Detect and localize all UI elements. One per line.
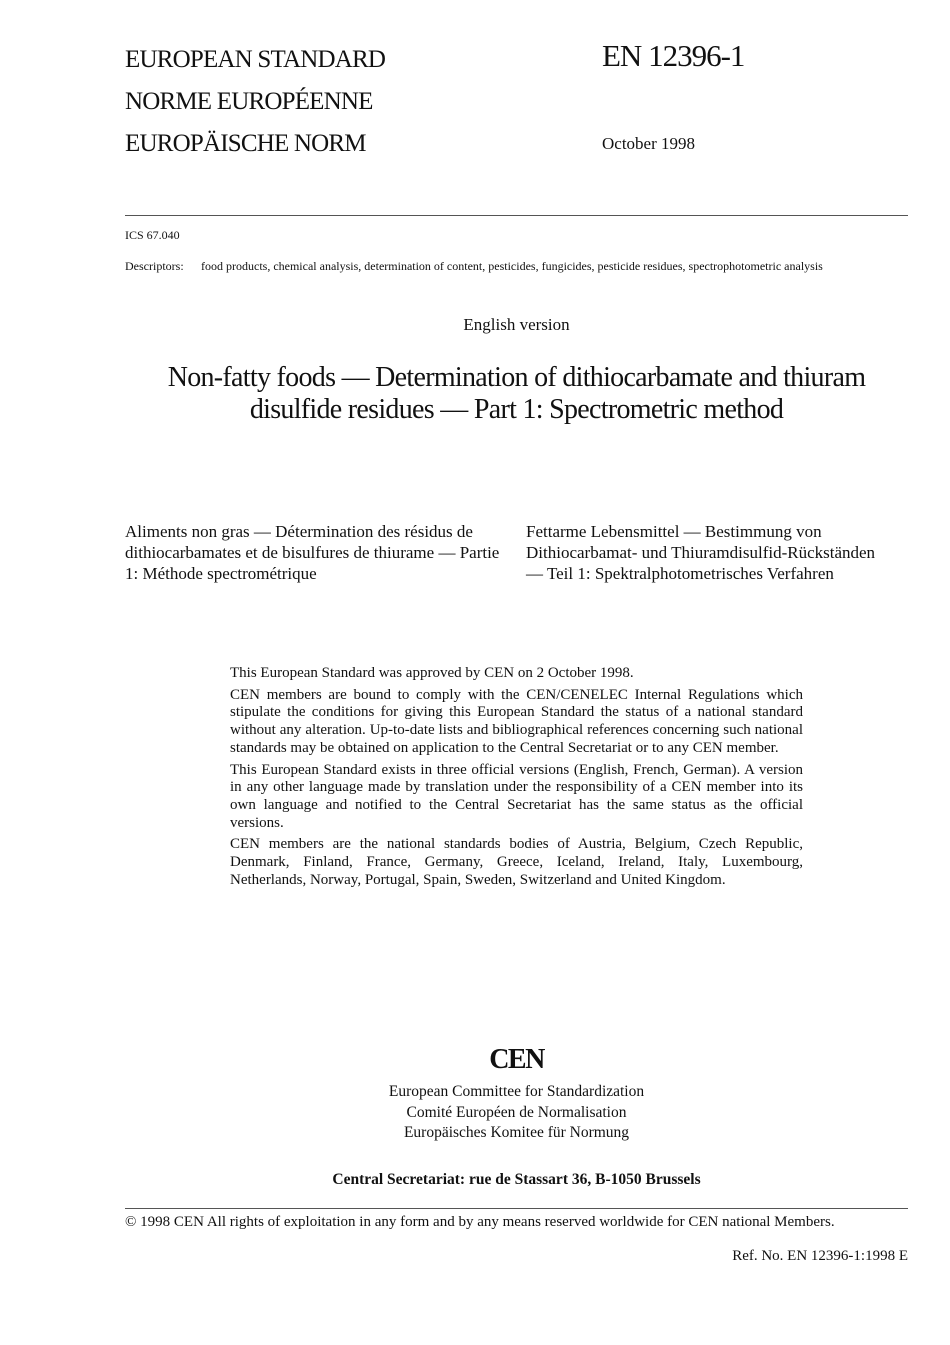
approval-paragraph: This European Standard exists in three official versions (English, French, German). A version in any other language made by translation under the responsibility of a CEN member into its own language and notified to the Central Secretariat has the same status as the official versions.: [230, 761, 803, 831]
publication-date: October 1998: [602, 134, 696, 153]
document-title: Non-fatty foods — Determination of dithiocarbamate and thiuram disulfide residues — Part 1: Spectrometric method: [167, 362, 866, 425]
ics-code: ICS 67.040: [125, 228, 180, 242]
reference-number: Ref. No. EN 12396-1:1998 E: [732, 1248, 908, 1264]
descriptors-text: food products, chemical analysis, determination of content, pesticides, fungicides, pesticide residues, spectrophotometric analysis: [201, 259, 823, 273]
approval-paragraph: CEN members are bound to comply with the CEN/CENELEC Internal Regulations which stipulate the conditions for giving this European Standard the status of a national standard without any alteration. Up-to-date lists and bibliographical references concerning such national standards may be obtained on application to the Central Secretariat or to any CEN member.: [230, 686, 803, 756]
cen-logo: CEN: [489, 1044, 544, 1075]
header-title-fr: NORME EUROPÉENNE: [125, 88, 373, 115]
standard-number: EN 12396-1: [602, 38, 745, 73]
title-french: Aliments non gras — Détermination des résidus de dithiocarbamates et de bisulfures de thiurame — Partie 1: Méthode spectrométrique: [125, 522, 500, 583]
approval-paragraph: This European Standard was approved by CEN on 2 October 1998.: [230, 665, 634, 681]
header-divider: [125, 215, 908, 216]
central-secretariat: Central Secretariat: rue de Stassart 36, B-1050 Brussels: [332, 1171, 701, 1188]
descriptors-label: Descriptors:: [125, 259, 184, 273]
cen-names: [0, 1082, 950, 1144]
approval-paragraph: CEN members are the national standards bodies of Austria, Belgium, Czech Republic, Denmark, Finland, France, Germany, Greece, Iceland, Ireland, Italy, Luxembourg, Netherlands, Norway, Portugal, Spain, Sweden, Switzerland and United Kingdom.: [230, 836, 803, 888]
cen-name-fr: Comité Européen de Normalisation: [406, 1103, 627, 1121]
footer-divider: [125, 1208, 908, 1209]
header-title-en: EUROPEAN STANDARD: [125, 46, 386, 73]
cen-name-en: European Committee for Standardization: [388, 1083, 645, 1100]
copyright-notice: © 1998 CEN All rights of exploitation in any form and by any means reserved worldwide for CEN national Members.: [125, 1214, 835, 1230]
language-version: English version: [463, 315, 570, 334]
title-german: Fettarme Lebensmittel — Bestimmung von Dithiocarbamat- und Thiuramdisulfid-Rückständen — Teil 1: Spektralphotometrisches Verfahren: [526, 522, 876, 583]
cen-name-de: Europäisches Komitee für Normung: [403, 1124, 630, 1141]
approval-notice: [230, 665, 803, 893]
header-title-de: EUROPÄISCHE NORM: [125, 130, 366, 157]
